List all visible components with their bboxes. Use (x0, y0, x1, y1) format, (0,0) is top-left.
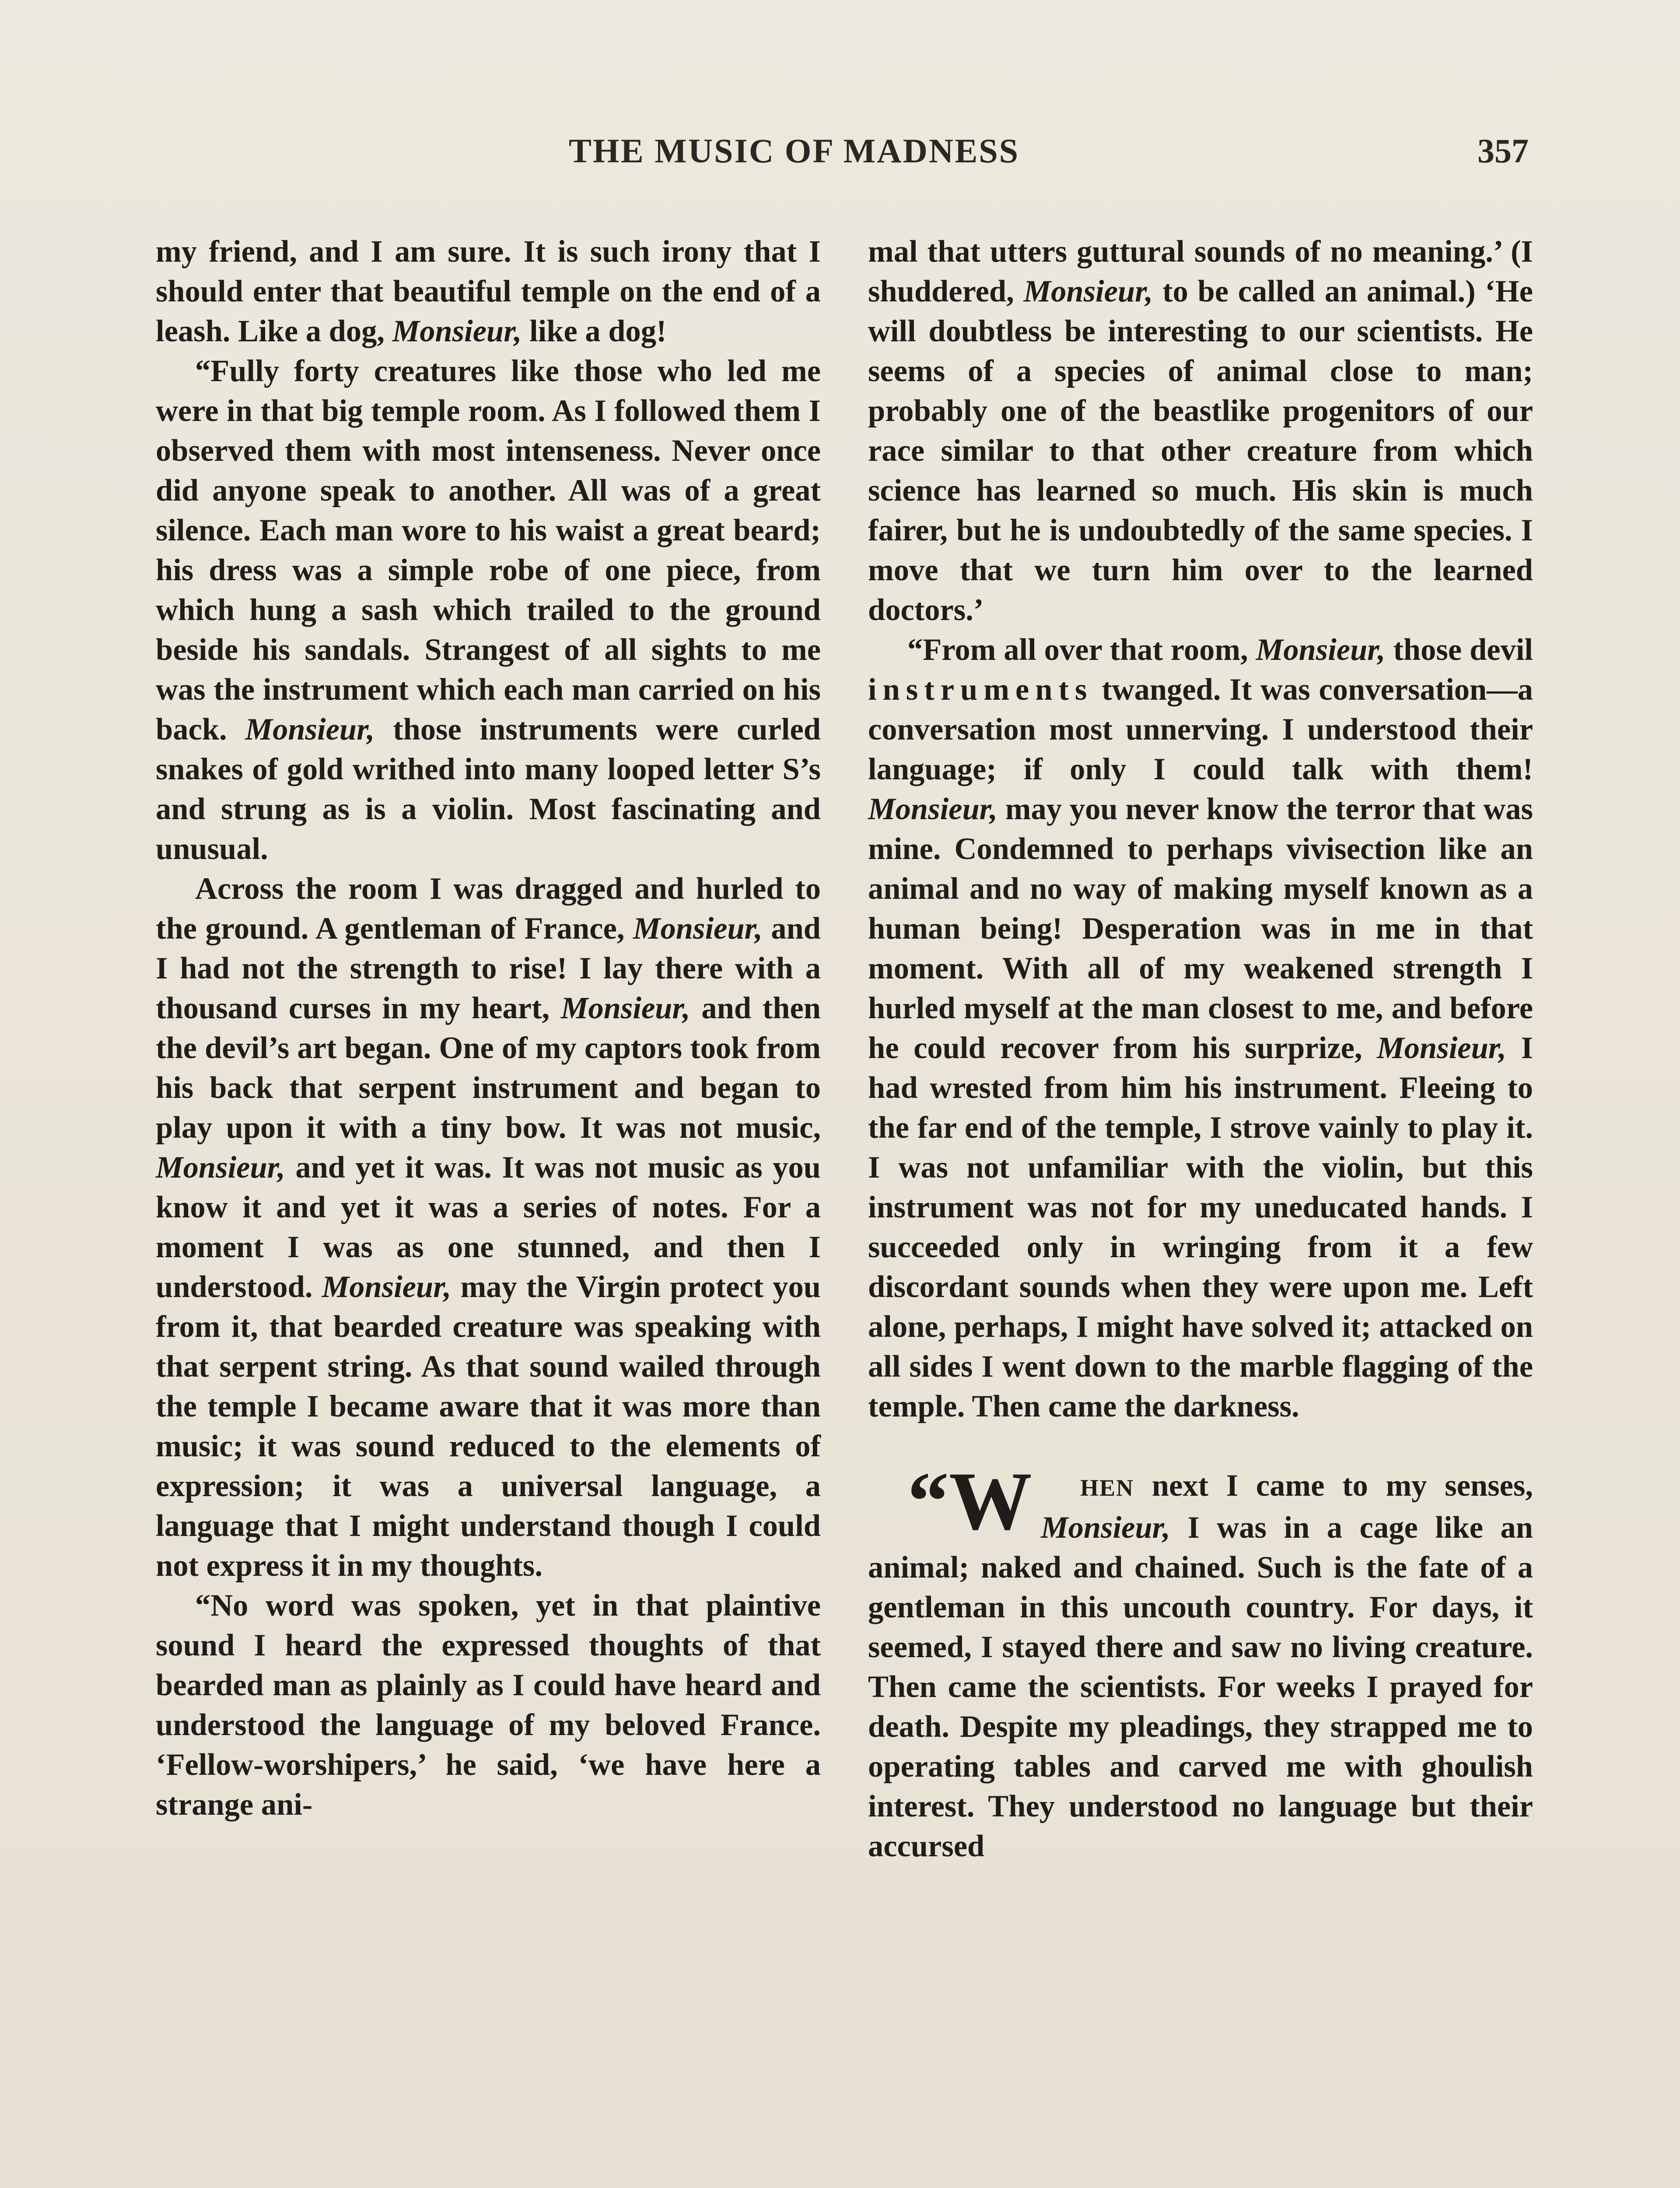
paragraph: my friend, and I am sure. It is such irony that I should enter that beautiful temple on the end of a leash. Like a dog, Monsieur, like a dog! (156, 235, 821, 348)
paragraph: mal that utters guttural sounds of no meaning.’ (I shuddered, Monsieur, to be called an animal.) ‘He will doubtless be interesting to our scientists. He seems of a species of animal close to man; probably one of the beastlike progenitors of our race similar to that other creature from which science has learned so much. His skin is much fairer, but he is undoubtedly of the same species. I move that we turn him over to the learned doctors.’ (868, 235, 1533, 627)
paragraph-text: next I came to my senses, Monsieur, I was in a cage like an animal; naked and chained. Such is the fate of a gentleman in this uncouth country. For days, it seemed, I stayed there and saw no living creature. Then came the scientists. For weeks I prayed for death. Despite my pleadings, they strapped me to operating tables and carved me with ghoulish interest. They understood no language but their accursed (868, 1469, 1533, 1863)
drop-cap: “W (907, 1455, 1032, 1547)
paragraph-with-drop-cap (868, 1455, 1533, 1866)
page-number: 357 (1477, 132, 1529, 170)
paragraph: Across the room I was dragged and hurled to the ground. A gentleman of France, Monsieur, and I had not the strength to rise! I lay there with a thousand curses in my heart, Monsieur, and then the devil’s art began. One of my captors took from his back that serpent instrument and began to play upon it with a tiny bow. It was not music, Monsieur, and yet it was. It was not music as you know it and yet it was a series of notes. For a moment I was as one stunned, and then I understood. Monsieur, may the Virgin protect you from it, that bearded creature was speaking with that serpent string. As that sound wailed through the temple I became aware that it was more than music; it was sound reduced to the elements of expression; it was a universal language, a language that I might understand though I could not express it in my thoughts. (156, 872, 821, 1583)
left-column (156, 232, 821, 1825)
running-head: THE MUSIC OF MADNESS (569, 132, 1020, 170)
paragraph: “No word was spoken, yet in that plaintive sound I heard the expressed thoughts of that bearded man as plainly as I could have heard and understood the language of my beloved France. ‘Fellow-worshipers,’ he said, ‘we have here a strange ani- (156, 1588, 821, 1822)
paragraph: “Fully forty creatures like those who led me were in that big temple room. As I followed them I observed them with most intenseness. Never once did anyone speak to another. All was of a great silence. Each man wore to his waist a great beard; his dress was a simple robe of one piece, from which hung a sash which trailed to the ground beside his sandals. Strangest of all sights to me was the instrument which each man carried on his back. Monsieur, those instruments were curled snakes of gold writhed into many looped letter S’s and strung as is a violin. Most fascinating and unusual. (156, 354, 821, 866)
right-column (868, 232, 1533, 1866)
small-caps-lead: HEN (1080, 1475, 1134, 1501)
paragraph: “From all over that room, Monsieur, those devil instruments twanged. It was conversation—a conversation most unnerving. I understood their language; if only I could talk with them! Monsieur, may you never know the terror that was mine. Condemned to perhaps vivisection like an animal and no way of making myself known as a human being! Desperation was in me in that moment. With all of my weakened strength I hurled myself at the man closest to me, and before he could recover from his surprize, Monsieur, I had wrested from him his instrument. Fleeing to the far end of the temple, I strove vainly to play it. I was not unfamiliar with the violin, but this instrument was not for my uneducated hands. I succeeded only in wringing from it a few discordant sounds when they were upon me. Left alone, perhaps, I might have solved it; attacked on all sides I went down to the marble flagging of the temple. Then came the darkness. (868, 633, 1533, 1424)
